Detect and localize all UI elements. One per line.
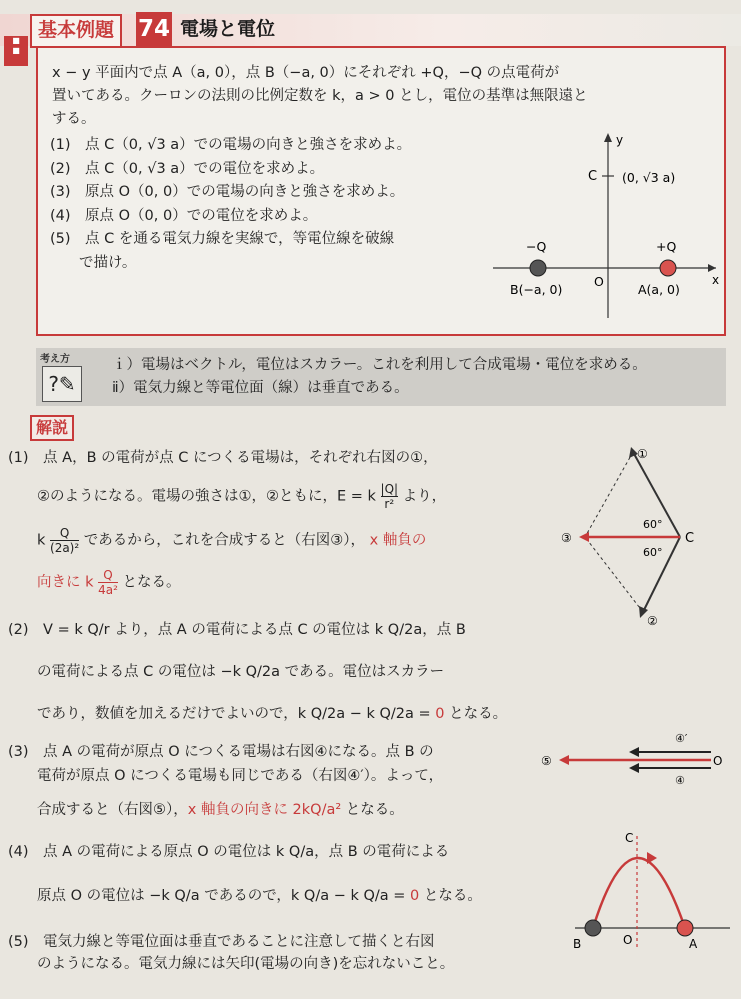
fig1-vector-1-label: ① bbox=[637, 447, 648, 461]
problem-items bbox=[50, 134, 490, 275]
problem-item: (4) 原点 O（0, 0）での電位を求めよ。 bbox=[50, 207, 318, 224]
sol1-line2 bbox=[8, 482, 446, 511]
x-axis-label: x bbox=[712, 273, 720, 287]
sol1-line3 bbox=[8, 526, 426, 555]
pos-charge-label: +Q bbox=[656, 239, 677, 254]
fig2-4prime-label: ④′ bbox=[675, 732, 688, 745]
approach-label: 考え方 bbox=[40, 354, 70, 365]
sol3-line2: 電荷が原点 O につくる電場も同じである（右図④′）。よって， bbox=[8, 768, 444, 784]
example-tag: 基本例題 bbox=[30, 14, 122, 48]
fig2-5-label: ⑤ bbox=[541, 754, 552, 768]
fig1-vector-2-label: ② bbox=[647, 614, 658, 628]
point-c-coord: (0, √3 a) bbox=[622, 170, 676, 185]
fig2-4-label: ④ bbox=[675, 774, 685, 787]
neg-charge-label: −Q bbox=[526, 239, 547, 254]
sol2-line3 bbox=[8, 704, 507, 724]
sol3-answer: x 軸負の向きに 2kQ/a² bbox=[187, 802, 342, 818]
vector-4prime-arrowhead bbox=[629, 747, 639, 757]
origin-label: O bbox=[594, 274, 604, 289]
sol3-line3 bbox=[8, 800, 404, 820]
point-a-label: A(a, 0) bbox=[638, 282, 680, 297]
fig3-a-label: A bbox=[689, 937, 698, 951]
resultant-arrowhead bbox=[559, 755, 569, 765]
sol1-answer: 向きに k bbox=[8, 574, 94, 591]
fig3-b-label: B bbox=[573, 937, 582, 951]
vector-4-arrowhead bbox=[629, 763, 639, 773]
point-b-label: B(−a, 0) bbox=[510, 282, 563, 297]
field-at-c-figure bbox=[555, 440, 730, 630]
sol1-line1: (1) 点 A，B の電荷が点 C につくる電場は，それぞれ右図の①， bbox=[8, 450, 438, 466]
frac-den: (2a)² bbox=[50, 541, 80, 555]
problem-intro bbox=[52, 62, 712, 131]
x-axis-arrow bbox=[708, 264, 716, 272]
sol3-line1: (3) 点 A の電荷が原点 O につくる電場は右図④になる。点 B の bbox=[8, 744, 434, 760]
section-badge: ■ ■ bbox=[4, 36, 28, 66]
example-title: 電場と電位 bbox=[180, 18, 276, 40]
fig3-c-label: C bbox=[625, 831, 634, 845]
approach-point: ⅱ）電気力線と等電位面（線）は垂直である。 bbox=[112, 380, 409, 396]
fig1-angle-1: 60° bbox=[643, 518, 663, 531]
sol2-line1: (2) V = k Q/r より，点 A の電荷による点 C の電位は k Q/2a，点 B bbox=[8, 622, 466, 638]
sol4-text: 原点 O の電位は −k Q/a であるので，k Q/a − k Q/a = bbox=[8, 888, 411, 904]
y-axis-arrow bbox=[604, 133, 612, 142]
frac-den: r² bbox=[384, 497, 395, 511]
fig1-angle-2: 60° bbox=[643, 546, 663, 559]
problem-box bbox=[36, 46, 726, 336]
fig1-c-label: C bbox=[685, 531, 695, 546]
intro-line: 置いてある。クーロンの法則の比例定数を k，a > 0 とし，電位の基準は無限遠と bbox=[52, 88, 588, 104]
solution-label: 解説 bbox=[30, 415, 74, 441]
positive-charge bbox=[660, 260, 676, 276]
parallelogram-edge bbox=[585, 452, 633, 537]
field-line-figure bbox=[565, 828, 735, 958]
sol5-line1: (5) 電気力線と等電位面は垂直であることに注意して描くと右図 bbox=[8, 934, 435, 950]
pencil-question-icon: ?✎ bbox=[42, 366, 82, 402]
charge-a bbox=[677, 920, 693, 936]
problem-item: (2) 点 C（0, √3 a）での電位を求めよ。 bbox=[50, 160, 325, 177]
intro-line: x − y 平面内で点 A（a, 0），点 B（−a, 0）にそれぞれ +Q，−Q の点電荷が bbox=[52, 65, 560, 81]
field-at-o-figure bbox=[535, 730, 725, 790]
frac-num: |Q| bbox=[380, 482, 399, 496]
fig2-o-label: O bbox=[713, 754, 723, 768]
sol2-answer: 0 bbox=[435, 706, 445, 722]
sol4-text: となる。 bbox=[419, 888, 482, 904]
frac-num: Q bbox=[50, 526, 79, 541]
sol1-text: k bbox=[8, 532, 46, 549]
problem-item: (5) 点 C を通る電気力線を実線で，等電位線を破線 bbox=[50, 231, 395, 247]
frac-num: Q bbox=[98, 568, 118, 583]
problem-item: で描け。 bbox=[50, 254, 137, 271]
sol3-text: となる。 bbox=[341, 802, 404, 818]
sol2-text: となる。 bbox=[444, 706, 508, 722]
sol1-text: であるから，これを合成すると（右図③）， bbox=[83, 532, 366, 549]
negative-charge bbox=[530, 260, 546, 276]
point-c-label: C bbox=[588, 169, 598, 184]
approach-text bbox=[112, 354, 647, 400]
sol4-answer: 0 bbox=[410, 888, 420, 904]
problem-item: (3) 原点 O（0, 0）での電場の向きと強さを求めよ。 bbox=[50, 184, 405, 200]
field-line-arrowhead bbox=[647, 852, 657, 864]
sol1-text: となる。 bbox=[122, 574, 181, 591]
sol1-text: より， bbox=[402, 488, 447, 505]
fig1-resultant-label: ③ bbox=[561, 531, 572, 545]
parallelogram-edge bbox=[585, 537, 643, 612]
sol4-line1: (4) 点 A の電荷による原点 O の電位は k Q/a，点 B の電荷による bbox=[8, 844, 450, 860]
sol2-line2: の電荷による点 C の電位は −k Q/2a である。電位はスカラー bbox=[8, 664, 445, 680]
sol3-text: 合成すると（右図⑤）， bbox=[8, 802, 188, 818]
field-line bbox=[593, 858, 685, 928]
y-axis-label: y bbox=[616, 133, 624, 147]
frac-den: 4a² bbox=[98, 583, 118, 597]
sol5-line2: のようになる。電気力線には矢印(電場の向き)を忘れないこと。 bbox=[8, 956, 455, 972]
sol2-text: であり，数値を加えるだけでよいので，k Q/2a − k Q/2a = bbox=[8, 706, 436, 722]
sol1-text: ②のようになる。電場の強さは①，②ともに，E = k bbox=[8, 488, 376, 505]
charge-b bbox=[585, 920, 601, 936]
approach-point: ｉ）電場はベクトル，電位はスカラー。これを利用して合成電場・電位を求める。 bbox=[112, 357, 647, 373]
fig3-o-label: O bbox=[623, 933, 633, 947]
example-number: 74 bbox=[136, 12, 172, 46]
sol1-line4 bbox=[8, 568, 181, 597]
resultant-arrowhead bbox=[579, 532, 589, 542]
sol4-line2 bbox=[8, 886, 482, 906]
sol1-answer: x 軸負の bbox=[369, 532, 427, 549]
problem-figure bbox=[478, 128, 723, 328]
intro-line: する。 bbox=[52, 111, 96, 127]
problem-item: (1) 点 C（0, √3 a）での電場の向きと強さを求めよ。 bbox=[50, 137, 412, 153]
